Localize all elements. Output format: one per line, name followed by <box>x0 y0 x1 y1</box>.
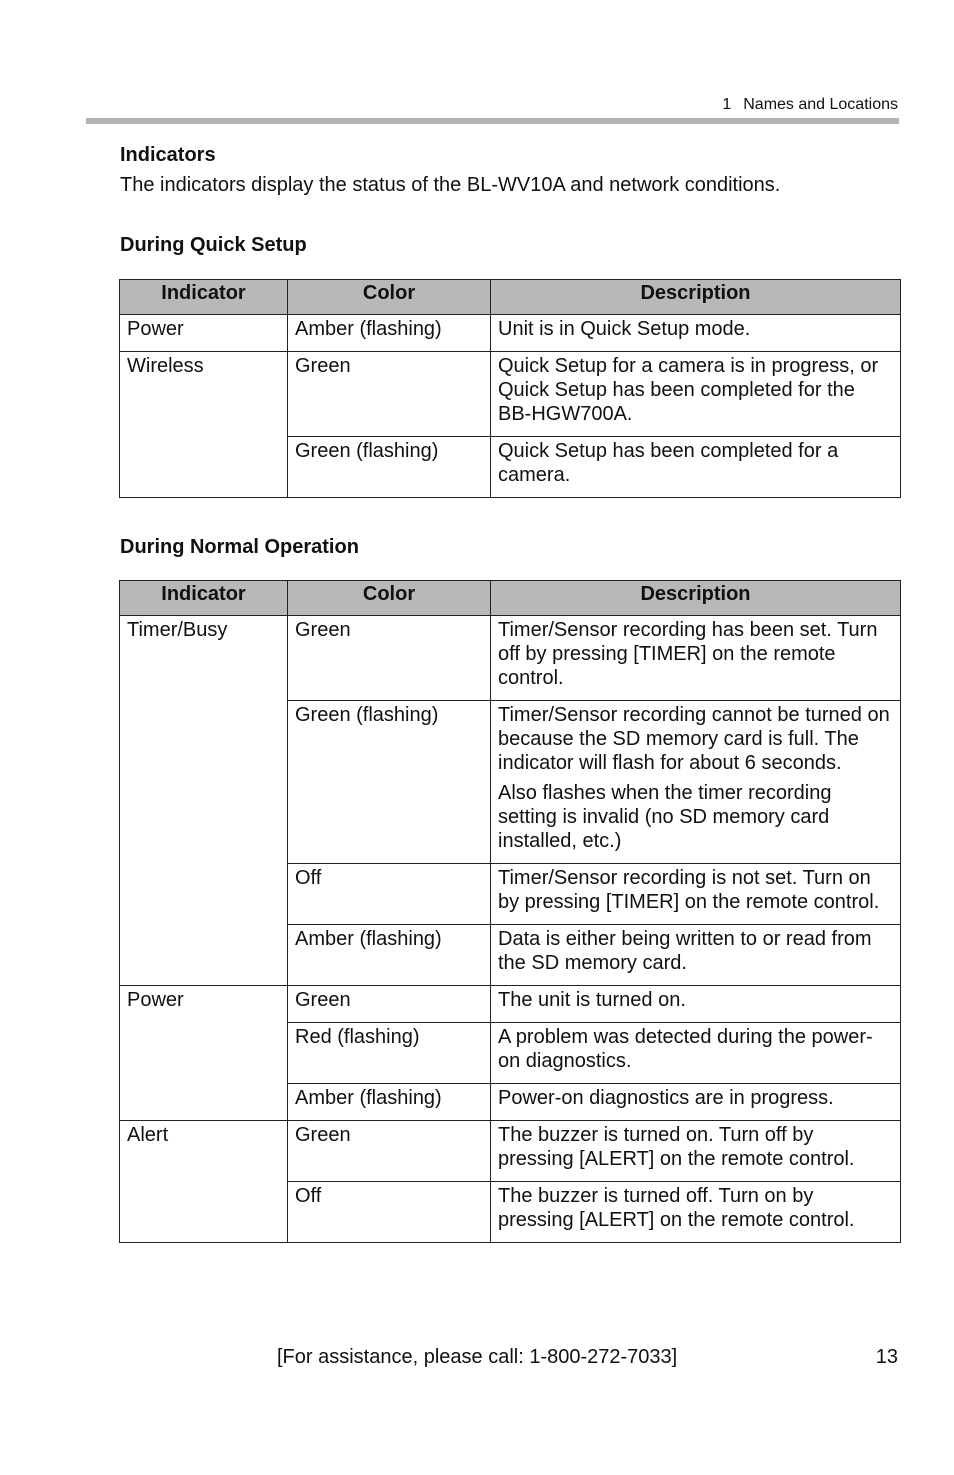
description-text: Timer/Sensor recording cannot be turned on because the SD memory card is full. The indicator will flash for about 6 seconds. <box>498 704 890 774</box>
indicator-cell: Power <box>120 315 288 352</box>
table-header-row <box>120 581 901 616</box>
table-row <box>120 352 901 437</box>
description-cell <box>491 701 901 864</box>
description-cell <box>491 352 901 437</box>
color-cell: Amber (flashing) <box>288 1084 491 1121</box>
section-intro: The indicators display the status of the BL-WV10A and network conditions. <box>120 174 781 196</box>
description-cell <box>491 616 901 701</box>
table-row <box>120 315 901 352</box>
chapter-number: 1 <box>722 96 732 113</box>
description-text: The buzzer is turned on. Turn off by pressing [ALERT] on the remote control. <box>498 1124 855 1170</box>
description-text: Quick Setup has been completed for a camera. <box>498 440 839 486</box>
description-cell <box>491 1084 901 1121</box>
table-row <box>120 1121 901 1182</box>
color-cell: Green (flashing) <box>288 701 491 864</box>
description-cell <box>491 925 901 986</box>
indicator-cell: Timer/Busy <box>120 616 288 986</box>
description-text: Power-on diagnostics are in progress. <box>498 1087 834 1109</box>
color-cell: Off <box>288 864 491 925</box>
header-description: Description <box>491 581 901 616</box>
color-cell: Green <box>288 616 491 701</box>
color-cell: Green <box>288 352 491 437</box>
header-color: Color <box>288 581 491 616</box>
header-indicator: Indicator <box>120 581 288 616</box>
page-number: 13 <box>875 1346 898 1368</box>
chapter-title: Names and Locations <box>743 96 898 113</box>
description-cell <box>491 1023 901 1084</box>
description-cell <box>491 437 901 498</box>
table-row <box>120 986 901 1023</box>
description-cell <box>491 315 901 352</box>
header-description: Description <box>491 280 901 315</box>
table-header-row <box>120 280 901 315</box>
running-head <box>722 96 898 114</box>
table-row <box>120 616 901 701</box>
description-cell <box>491 864 901 925</box>
header-indicator: Indicator <box>120 280 288 315</box>
description-cell <box>491 1121 901 1182</box>
normal-operation-table <box>119 580 901 1243</box>
indicator-cell: Wireless <box>120 352 288 498</box>
description-text: The buzzer is turned off. Turn on by pressing [ALERT] on the remote control. <box>498 1185 855 1231</box>
quick-setup-heading: During Quick Setup <box>120 234 307 256</box>
header-color: Color <box>288 280 491 315</box>
description-text: Timer/Sensor recording has been set. Turn off by pressing [TIMER] on the remote control. <box>498 619 878 689</box>
description-text: A problem was detected during the power-on diagnostics. <box>498 1026 873 1072</box>
header-rule <box>86 118 899 124</box>
color-cell: Amber (flashing) <box>288 925 491 986</box>
normal-operation-heading: During Normal Operation <box>120 536 359 558</box>
section-title: Indicators <box>120 144 216 166</box>
description-text: Data is either being written to or read from the SD memory card. <box>498 928 872 974</box>
quick-setup-table <box>119 279 901 498</box>
indicator-cell: Power <box>120 986 288 1121</box>
assistance-footer: [For assistance, please call: 1-800-272-7033] <box>277 1346 678 1368</box>
color-cell: Green (flashing) <box>288 437 491 498</box>
color-cell: Green <box>288 986 491 1023</box>
color-cell: Green <box>288 1121 491 1182</box>
description-text: Unit is in Quick Setup mode. <box>498 318 751 340</box>
color-cell: Off <box>288 1182 491 1243</box>
color-cell: Amber (flashing) <box>288 315 491 352</box>
indicator-cell: Alert <box>120 1121 288 1243</box>
color-cell: Red (flashing) <box>288 1023 491 1084</box>
description-text: Also flashes when the timer recording setting is invalid (no SD memory card installed, etc.) <box>498 782 832 852</box>
description-text: Timer/Sensor recording is not set. Turn on by pressing [TIMER] on the remote control. <box>498 867 880 913</box>
description-text: Quick Setup for a camera is in progress, or Quick Setup has been completed for the BB-HGW700A. <box>498 355 879 425</box>
description-cell <box>491 986 901 1023</box>
description-text: The unit is turned on. <box>498 989 686 1011</box>
description-cell <box>491 1182 901 1243</box>
